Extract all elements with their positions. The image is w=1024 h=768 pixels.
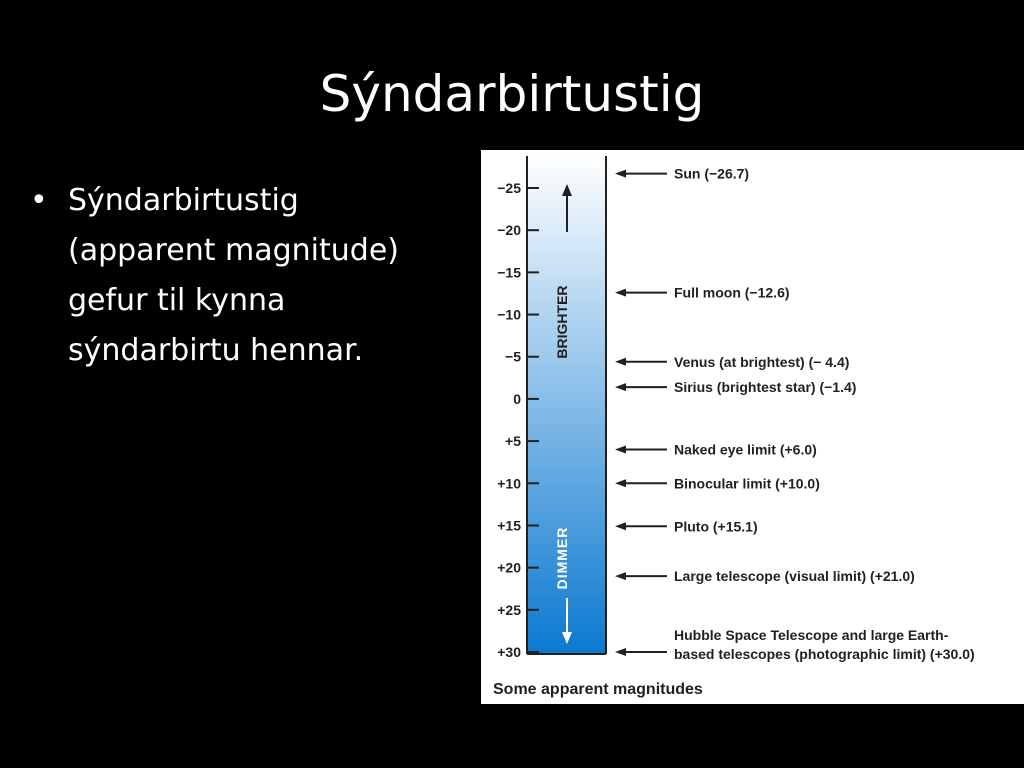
object-pointer-arrowhead (615, 170, 626, 178)
object-label-line: Binocular limit (+10.0) (674, 475, 820, 492)
tick-label: +10 (497, 475, 521, 492)
object-label (674, 285, 790, 301)
brighter-label: BRIGHTER (554, 285, 570, 359)
object-label-line: Full moon (−12.6) (674, 284, 790, 301)
object-markers (615, 166, 975, 662)
bullet-marker: • (30, 183, 48, 218)
object-label-line: Sun (−26.7) (674, 165, 750, 182)
tick-label: +15 (497, 517, 521, 534)
object-pointer-arrowhead (615, 446, 626, 454)
object-label (674, 166, 749, 182)
tick-label: +5 (505, 433, 521, 450)
tick-label: +25 (497, 601, 521, 618)
object-label (674, 442, 817, 458)
object-label (674, 475, 820, 491)
object-label-line: Pluto (+15.1) (674, 518, 758, 535)
object-label-line: Hubble Space Telescope and large Earth- (674, 627, 949, 643)
magnitude-scale-diagram (481, 150, 1024, 704)
object-pointer-arrowhead (615, 383, 626, 391)
slide-title: Sýndarbirtustig (319, 65, 705, 123)
bullet-point (30, 176, 450, 376)
object-label-line: Venus (at brightest) (− 4.4) (674, 353, 850, 370)
object-label-line: Naked eye limit (+6.0) (674, 441, 817, 458)
tick-label: −15 (497, 264, 521, 281)
object-pointer-arrowhead (615, 648, 626, 656)
object-pointer-arrowhead (615, 358, 626, 366)
tick-label: +20 (497, 559, 521, 576)
tick-label: −25 (497, 180, 521, 196)
figure-caption: Some apparent magnitudes (493, 681, 703, 698)
bullet-text: Sýndarbirtustig (apparent magnitude) gefur til kynna sýndarbirtu hennar. (68, 183, 399, 368)
object-label (674, 354, 849, 370)
object-label-line: Sirius (brightest star) (−1.4) (674, 379, 857, 396)
tick-label: −5 (505, 348, 521, 365)
object-label-line: Large telescope (visual limit) (+21.0) (674, 568, 915, 585)
dimmer-label: DIMMER (554, 526, 570, 590)
object-label (674, 379, 856, 395)
object-pointer-arrowhead (615, 479, 626, 487)
object-label (674, 627, 975, 662)
tick-label: −20 (497, 222, 521, 239)
tick-label: +30 (497, 644, 521, 660)
object-label (674, 568, 915, 584)
object-pointer-arrowhead (615, 522, 626, 530)
tick-label: −10 (497, 306, 521, 323)
tick-label: 0 (513, 390, 521, 407)
object-label-line: based telescopes (photographic limit) (+30.0) (674, 646, 975, 662)
object-pointer-arrowhead (615, 289, 626, 297)
object-pointer-arrowhead (615, 572, 626, 580)
object-label (674, 518, 758, 534)
magnitude-figure (481, 150, 1024, 704)
